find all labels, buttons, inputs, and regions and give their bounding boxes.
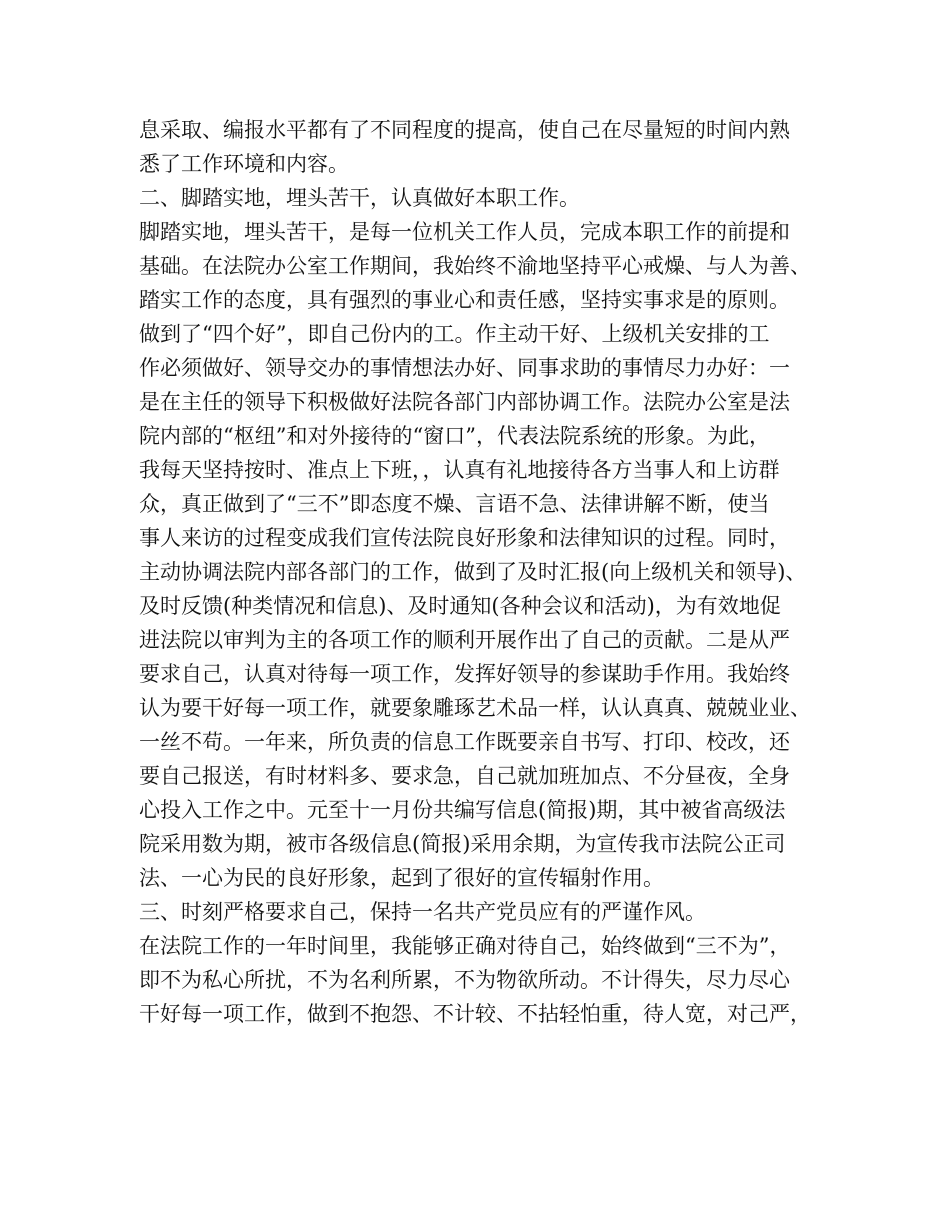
text-line: 众，真正做到了“三不”即态度不燥、言语不急、法律讲解不断，使当 bbox=[139, 492, 770, 516]
text-line: 我每天坚持按时、准点上下班，，认真有礼地接待各方当事人和上访群 bbox=[139, 458, 780, 482]
text-line: 踏实工作的态度，具有强烈的事业心和责任感，坚持实事求是的原则。 bbox=[139, 288, 790, 312]
text-line: 法、一心为民的良好形象，起到了很好的宣传辐射作用。 bbox=[139, 866, 664, 890]
text-line: 作必须做好、领导交办的事情想法办好、同事求助的事情尽力办好：一 bbox=[139, 356, 790, 380]
text-line: 脚踏实地，埋头苦干，是每一位机关工作人员，完成本职工作的前提和 bbox=[139, 220, 790, 244]
text-line: 即不为私心所扰，不为名利所累，不为物欲所动。不计得失，尽力尽心 bbox=[139, 968, 790, 992]
section-heading: 三、时刻严格要求自己，保持一名共产党员应有的严谨作风。 bbox=[139, 900, 706, 924]
text-line: 干好每一项工作，做到不抱怨、不计较、不拈轻怕重，待人宽，对己严， bbox=[139, 1002, 811, 1026]
text-line: 心投入工作之中。元至十一月份共编写信息(简报)期，其中被省高级法 bbox=[139, 798, 786, 822]
text-line: 主动协调法院内部各部门的工作，做到了及时汇报(向上级机关和领导)、 bbox=[139, 560, 807, 584]
text-line: 在法院工作的一年时间里，我能够正确对待自己，始终做到“三不为”， bbox=[139, 934, 791, 958]
text-line: 及时反馈(种类情况和信息)、及时通知(各种会议和活动)，为有效地促 bbox=[139, 594, 781, 618]
text-line: 一丝不苟。一年来，所负责的信息工作既要亲自书写、打印、校改，还 bbox=[139, 730, 790, 754]
text-line: 基础。在法院办公室工作期间，我始终不渝地坚持平心戒燥、与人为善、 bbox=[139, 254, 811, 278]
text-line: 进法院以审判为主的各项工作的顺利开展作出了自己的贡献。二是从严 bbox=[139, 628, 790, 652]
text-line: 院内部的“枢纽”和对外接待的“窗口”，代表法院系统的形象。为此， bbox=[139, 424, 770, 448]
text-line: 悉了工作环境和内容。 bbox=[139, 152, 349, 176]
text-line: 要求自己，认真对待每一项工作，发挥好领导的参谋助手作用。我始终 bbox=[139, 662, 790, 686]
text-line: 做到了“四个好”，即自己份内的工。作主动干好、上级机关安排的工 bbox=[139, 322, 770, 346]
text-line: 要自己报送，有时材料多、要求急，自己就加班加点、不分昼夜，全身 bbox=[139, 764, 790, 788]
text-line: 是在主任的领导下积极做好法院各部门内部协调工作。法院办公室是法 bbox=[139, 390, 790, 414]
text-line: 院采用数为期，被市各级信息(简报)采用余期，为宣传我市法院公正司 bbox=[139, 832, 786, 856]
text-line: 认为要干好每一项工作，就要象雕琢艺术品一样，认认真真、兢兢业业、 bbox=[139, 696, 811, 720]
document-body bbox=[139, 113, 829, 1031]
text-line: 息采取、编报水平都有了不同程度的提高，使自己在尽量短的时间内熟 bbox=[139, 118, 790, 142]
section-heading: 二、脚踏实地，埋头苦干，认真做好本职工作。 bbox=[139, 186, 580, 210]
text-line: 事人来访的过程变成我们宣传法院良好形象和法律知识的过程。同时， bbox=[139, 526, 790, 550]
